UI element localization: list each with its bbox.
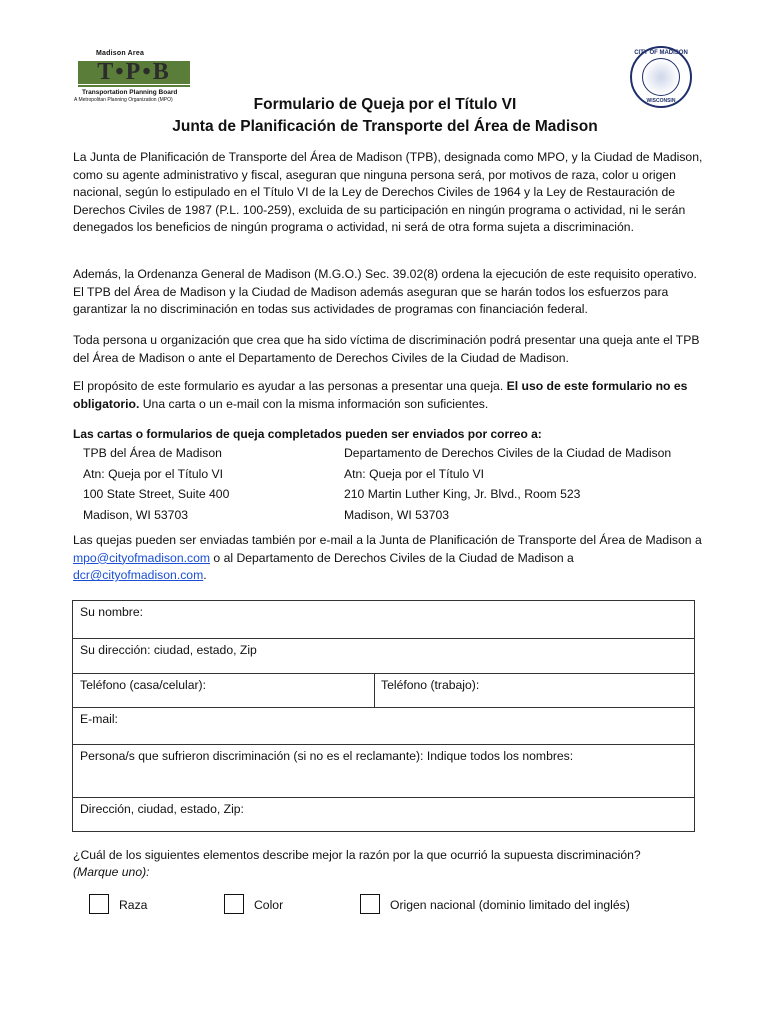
question-text: ¿Cuál de los siguientes elementos describe mejor la razón por la que ocurrió la supuesta discriminación? [73,848,641,862]
mail-heading: Las cartas o formularios de queja completados pueden ser enviados por correo a: [73,427,542,441]
address-line: 100 State Street, Suite 400 [83,487,230,501]
intro-paragraph: La Junta de Planificación de Transporte del Área de Madison (TPB), designada como MPO, y la Ciudad de Madison, como su agente administrativo y fiscal, aseguran que ninguna persona será, por motivos de raza, color u origen nacional, según lo estipulado en el Título VI de la Ley de Derechos Civiles de 1964 y la Ley de Restauración de Derechos Civiles de 1987 (P.L. 100-259), excluida de su participación en ningún programa o actividad, ni le serán denegados los beneficios de ningún programa o actividad, ni será de otra forma sujeta a discriminación. [73,150,703,235]
phone-work-label: Teléfono (trabajo): [381,678,480,692]
address-dcr [344,443,671,525]
mpo-email-link[interactable]: mpo@cityofmadison.com [73,550,211,565]
purpose-paragraph [73,378,703,413]
address-field[interactable] [73,639,694,674]
national-origin-label: Origen nacional (dominio limitado del inglés) [390,898,630,912]
email-text: Las quejas pueden ser enviadas también por e-mail a la Junta de Planificación de Transporte del Área de Madison a [73,533,702,547]
email-paragraph [73,532,703,585]
persons-address-label: Dirección, ciudad, estado, Zip: [80,802,244,816]
address-line: Madison, WI 53703 [83,507,189,522]
email-field[interactable] [73,708,694,745]
name-field[interactable] [73,601,694,639]
persons-field[interactable] [73,745,694,798]
address-line: Atn: Queja por el Título VI [344,466,485,481]
logo-tagline: A Metropolitan Planning Organization (MPO) [74,97,173,103]
phone-home-label: Teléfono (casa/celular): [80,678,206,692]
seal-inner-circle [642,58,680,96]
reason-question [73,847,641,881]
address-line: 210 Martin Luther King, Jr. Blvd., Room 523 [344,487,581,501]
address-line: TPB del Área de Madison [83,446,222,460]
logo-board-text: Transportation Planning Board [82,89,178,96]
logo-underline [78,85,190,87]
logo-area-text: Madison Area [96,50,145,57]
email-label: E-mail: [80,712,118,726]
persons-label: Persona/s que sufrieron discriminación (si no es el reclamante): Indique todos los nombres: [80,749,574,763]
race-checkbox[interactable] [89,894,109,914]
question-hint: (Marque uno): [73,865,150,879]
complaint-form [72,600,695,832]
page-subtitle: Junta de Planificación de Transporte del Área de Madison [172,118,598,135]
logo-letters: T•P•B [97,59,171,85]
purpose-bold-text: El uso de este formulario no es obligatorio. [73,379,688,411]
race-label: Raza [119,898,148,912]
complaint-paragraph: Toda persona u organización que crea que ha sido víctima de discriminación podrá presentar una queja ante el TPB del Área de Madison o ante el Departamento de Derechos Civiles de la Ciudad de Madison. [73,333,700,365]
phone-divider [374,674,375,708]
email-end-text: . [203,568,207,583]
address-tpb [83,443,229,525]
national-origin-checkbox[interactable] [360,894,380,914]
persons-address-field[interactable] [73,798,694,832]
phone-row [73,674,694,708]
purpose-end-text: Una carta o un e-mail con la misma información son suficientes. [139,396,489,411]
ordinance-paragraph: Además, la Ordenanza General de Madison (M.G.O.) Sec. 39.02(8) ordena la ejecución de este requisito operativo. El TPB del Área de Madison y la Ciudad de Madison además aseguran que se harán todos los esfuerzos para garantizar la no discriminación en todas sus actividades de programas con financiación federal. [73,267,697,317]
seal-top-text: CITY OF MADISON [634,50,688,56]
seal-bottom-text: WISCONSIN [646,98,676,104]
name-label: Su nombre: [80,605,144,619]
address-line: Madison, WI 53703 [344,507,450,522]
dcr-email-link[interactable]: dcr@cityofmadison.com [73,568,204,583]
color-label: Color [254,898,284,912]
color-checkbox[interactable] [224,894,244,914]
address-label: Su dirección: ciudad, estado, Zip [80,643,257,657]
page-title: Formulario de Queja por el Título VI [253,96,517,113]
address-line: Atn: Queja por el Título VI [83,466,224,481]
address-line: Departamento de Derechos Civiles de la Ciudad de Madison [344,446,672,460]
email-mid-text: o al Departamento de Derechos Civiles de la Ciudad de Madison a [210,550,574,565]
purpose-text: El propósito de este formulario es ayudar a las personas a presentar una queja. [73,379,507,393]
